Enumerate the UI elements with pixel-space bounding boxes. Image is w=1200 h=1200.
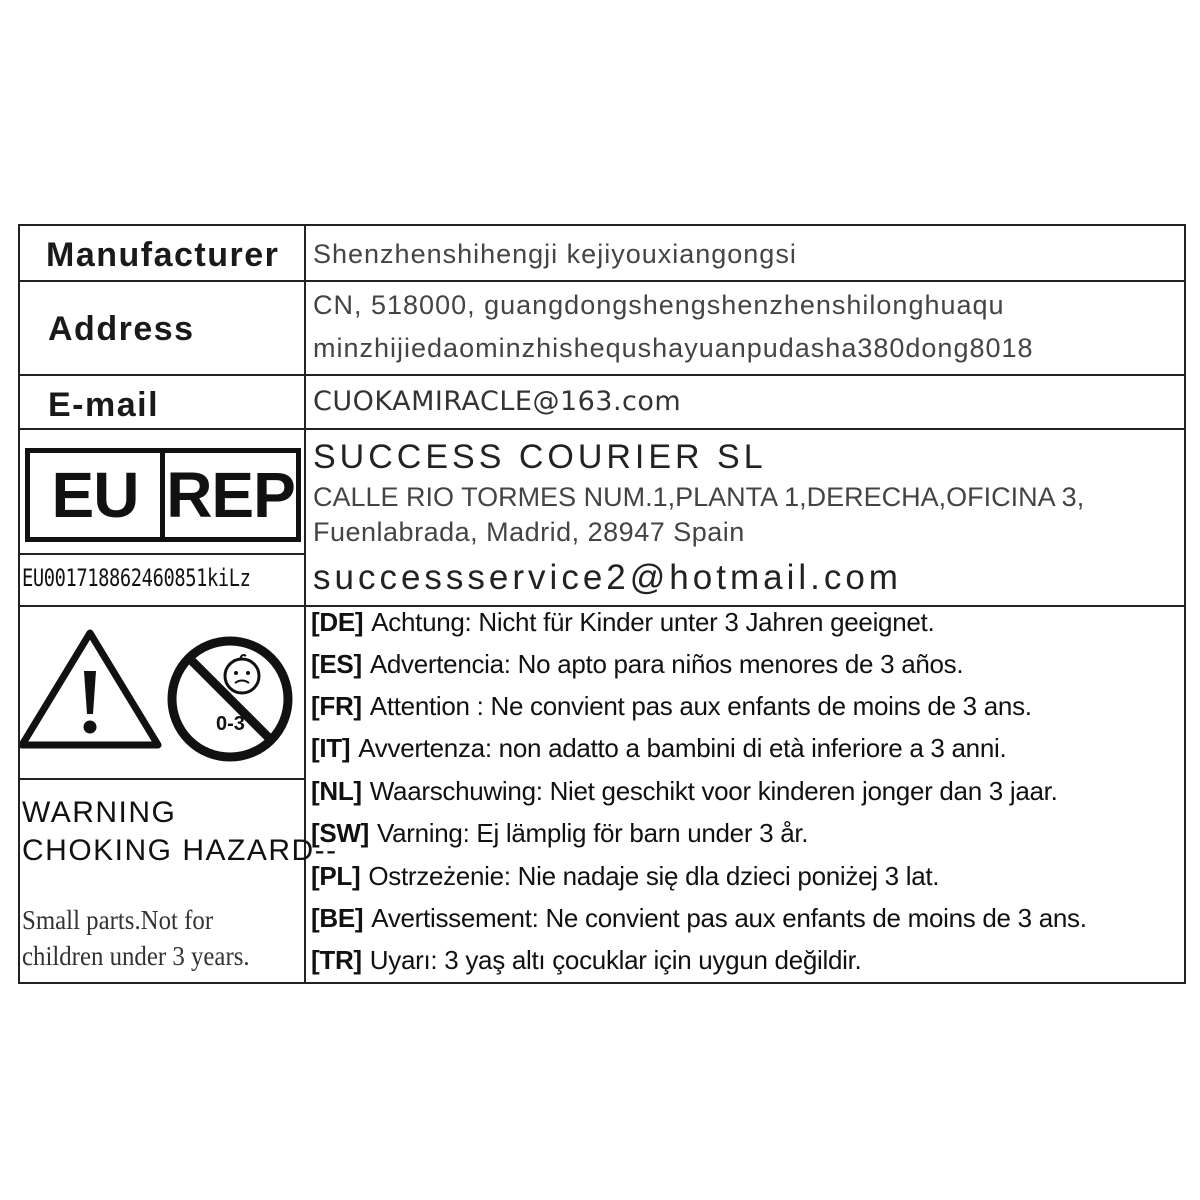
warning-sw xyxy=(311,818,808,849)
manufacturer-label: Manufacturer xyxy=(46,236,280,274)
eu-rep-email: successservice2@hotmail.com xyxy=(313,558,902,597)
row-divider xyxy=(20,428,1184,430)
no-under-3-icon xyxy=(172,641,288,757)
eu-rep-badge-eu: EU xyxy=(30,453,165,537)
choking-hazard-heading: CHOKING HAZARD-- xyxy=(22,834,338,867)
lang-code: [PL] xyxy=(311,861,361,891)
lang-code: [BE] xyxy=(311,903,364,933)
eu-rep-badge-rep: REP xyxy=(166,459,295,531)
lang-code: [NL] xyxy=(311,776,362,806)
warning-nl xyxy=(311,776,1058,807)
warning-text: Achtung: Nicht für Kinder unter 3 Jahren geeignet. xyxy=(371,607,935,637)
warning-text: Avertissement: Ne convient pas aux enfants de moins de 3 ans. xyxy=(371,903,1087,933)
address-line-1: CN, 518000, guangdongshengshenzhenshilonghuaqu xyxy=(313,290,1005,320)
warning-text: Waarschuwing: Niet geschikt voor kinderen jonger dan 3 jaar. xyxy=(369,776,1058,806)
lang-code: [SW] xyxy=(311,818,369,848)
warning-es xyxy=(311,649,963,680)
lang-code: [DE] xyxy=(311,607,364,637)
column-divider xyxy=(304,226,306,982)
warning-heading: WARNING xyxy=(22,796,177,829)
eu-rep-address-line-1: CALLE RIO TORMES NUM.1,PLANTA 1,DERECHA,OFICINA 3, xyxy=(313,482,1085,512)
address-label: Address xyxy=(48,310,195,348)
lang-code: [FR] xyxy=(311,691,362,721)
warning-text: Ostrzeżenie: Nie nadaje się dla dzieci poniżej 3 lat. xyxy=(368,861,940,891)
warning-text: Varning: Ej lämplig för barn under 3 år. xyxy=(377,818,809,848)
email-value: CUOKAMIRACLE@163.com xyxy=(313,386,682,417)
lang-code: [IT] xyxy=(311,733,351,763)
warning-pl xyxy=(311,861,939,892)
warning-tr xyxy=(311,945,861,976)
age-range-text: 0-3 xyxy=(216,713,245,735)
product-label xyxy=(18,224,1186,984)
address-line-2: minzhijiedaominzhishequshayuanpudasha380dong8018 xyxy=(313,333,1034,363)
warning-triangle-icon xyxy=(22,633,158,745)
warning-text: Attention : Ne convient pas aux enfants de moins de 3 ans. xyxy=(369,691,1032,721)
row-divider xyxy=(20,374,1184,376)
warning-text: Avvertenza: non adatto a bambini di età inferiore a 3 anni. xyxy=(358,733,1007,763)
lang-code: [TR] xyxy=(311,945,362,975)
eu-rep-code: EU001718862460851kiLz xyxy=(22,564,251,592)
row-divider xyxy=(20,280,1184,282)
eu-rep-address-line-2: Fuenlabrada, Madrid, 28947 Spain xyxy=(313,517,745,547)
small-parts-line-1: Small parts.Not for xyxy=(22,905,214,935)
small-parts-line-2: children under 3 years. xyxy=(22,941,250,971)
safety-icons xyxy=(20,611,304,781)
warning-it xyxy=(311,733,1006,764)
email-label: E-mail xyxy=(48,386,160,424)
manufacturer-value: Shenzhenshihengji kejiyouxiangongsi xyxy=(313,239,797,269)
lang-code: [ES] xyxy=(311,649,362,679)
warning-de xyxy=(311,607,934,638)
warning-text: Advertencia: No apto para niños menores de 3 años. xyxy=(369,649,964,679)
warning-text: Uyarı: 3 yaş altı çocuklar için uygun değildir. xyxy=(369,945,862,975)
eu-rep-badge xyxy=(25,448,301,542)
warning-be xyxy=(311,903,1087,934)
eu-rep-company: SUCCESS COURIER SL xyxy=(313,438,767,476)
warning-fr xyxy=(311,691,1032,722)
row-divider xyxy=(20,553,305,555)
